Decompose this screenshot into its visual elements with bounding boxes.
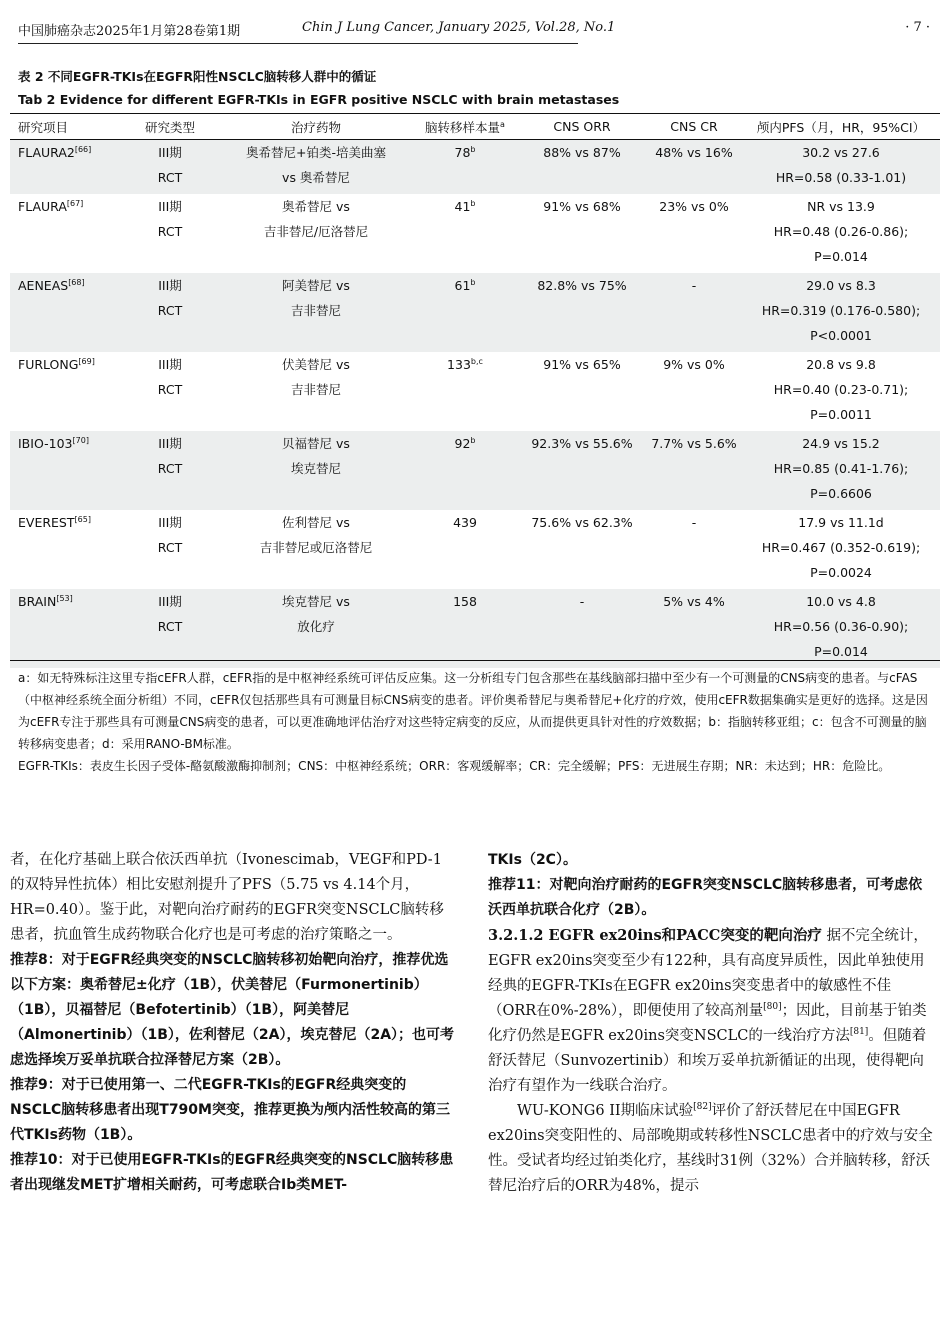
pfs-line: P<0.0001 (810, 328, 872, 343)
study-type-line: RCT (157, 540, 183, 555)
wukong6-text-1: WU-KONG6 II期临床试验 (517, 1103, 694, 1119)
pfs-line: HR=0.48 (0.26-0.86); (773, 224, 909, 239)
section-text-1: 据不完全统计，EGFR ex20ins突变至少有122种，具有高度异质性，因此单独使用经典的EGFR-TKIs在EGFR ex20ins突变患者中的敏感性不佳（ORR在0%-28%），即便使用了较高剂量 (488, 928, 928, 1019)
pfs-line: 10.0 vs 4.8 (806, 594, 876, 609)
study-type-line: III期 (158, 515, 182, 530)
cell-sample-size (412, 140, 518, 195)
sample-size-sup: b (470, 435, 476, 445)
cell-study (10, 510, 120, 589)
cell-study (10, 273, 120, 352)
study-type-line: RCT (157, 461, 183, 476)
cell-pfs (742, 431, 940, 510)
study-name-sup: [65] (74, 514, 91, 524)
recommendation-10-continued: TKIs（2C）。 (488, 852, 577, 868)
cell-study (10, 352, 120, 431)
drug-line: 吉非替尼 (290, 303, 341, 318)
section-text-2: ；因此，目前基于铂类化疗仍然是EGFR ex20ins突变NSCLC的一线治疗方法 (488, 1003, 927, 1044)
cell-type (120, 273, 220, 352)
study-name-sup: [67] (66, 198, 84, 208)
sample-size-text: 133 (447, 357, 471, 372)
citation-82: [82] (693, 1102, 712, 1113)
table-caption-en: Tab 2 Evidence for different EGFR-TKIs in EGFR positive NSCLC with brain metastases (18, 92, 620, 107)
table-header-row (10, 114, 940, 140)
body-paragraph: 者，在化疗基础上联合依沃西单抗（Ivonescimab，VEGF和PD-1的双特异性抗体）相比安慰剂提升了PFS（5.75 vs 4.14个月，HR=0.40）。鉴于此，对靶向治疗耐药的EGFR突变NSCLC脑转移患者，抗血管生成药物联合化疗也是可考虑的治疗策略之一。 (10, 852, 444, 943)
drug-line: 吉非替尼或厄洛替尼 (259, 540, 373, 555)
cell-sample-size (412, 510, 518, 589)
study-type-line: III期 (158, 278, 182, 293)
table-note-a: a：如无特殊标注这里专指cEFR人群，cEFR指的是中枢神经系统可评估反应集。这一分析组专门包含那些在基线脑部扫描中至少有一个可测量的CNS病变的患者。与cFAS（中枢神经系统全面分析组）不同，cEFR仅包括那些具有可测量目标CNS病变的患者。评价奥希替尼与奥希替尼+化疗的疗效，使用cEFR数据集确实是更好的选择。这是因为cEFR专注于那些具有可测量CNS病变的患者，可以更准确地评估治疗对这些特定病变的反应，从而提供更具针对性的疗效数据；b：指脑转移亚组；c：包含不可测量的脑转移病变患者；d：采用RANO-BM标准。 (18, 671, 928, 751)
citation-81: [81] (849, 1027, 869, 1038)
sample-size-text: 439 (453, 515, 477, 530)
study-name (18, 589, 120, 614)
drug-line: 伏美替尼 vs (282, 357, 350, 372)
cns-orr: 91% vs 68% (543, 199, 621, 214)
pfs-line: 24.9 vs 15.2 (802, 436, 880, 451)
study-type-line: RCT (157, 303, 183, 318)
table-row (10, 431, 940, 510)
cell-sample-size (412, 194, 518, 273)
study-name-text: BRAIN (18, 594, 57, 609)
table-row (10, 273, 940, 352)
cell-orr (518, 431, 646, 510)
pfs-line: 20.8 vs 9.8 (806, 357, 876, 372)
pfs-line: 17.9 vs 11.1d (798, 515, 884, 530)
wukong6-paragraph (488, 1099, 934, 1199)
cell-sample-size (412, 352, 518, 431)
cns-orr: 92.3% vs 55.6% (531, 436, 633, 451)
cns-cr: 48% vs 16% (655, 145, 733, 160)
pfs-line: P=0.6606 (810, 486, 872, 501)
table-bottom-rule (10, 660, 940, 661)
cell-sample-size (412, 589, 518, 668)
cns-orr: 82.8% vs 75% (537, 278, 627, 293)
cns-cr: 9% vs 0% (663, 357, 725, 372)
drug-line: 吉非替尼 (290, 382, 341, 397)
body-right-column (488, 848, 934, 1199)
cell-pfs (742, 589, 940, 668)
cell-sample-size (412, 431, 518, 510)
sample-size-text: 41 (454, 199, 471, 214)
cns-cr: 7.7% vs 5.6% (651, 436, 737, 451)
cell-pfs (742, 273, 940, 352)
drug-line: 吉非替尼/厄洛替尼 (263, 224, 369, 239)
study-name (18, 140, 120, 165)
cell-cr (646, 431, 742, 510)
cell-pfs (742, 352, 940, 431)
cell-drug (220, 273, 412, 352)
cns-orr: 75.6% vs 62.3% (531, 515, 633, 530)
cell-sample-size (412, 273, 518, 352)
pfs-line: P=0.0011 (810, 407, 872, 422)
drug-line: 放化疗 (297, 619, 335, 634)
wukong6-text-2: 评价了舒沃替尼在中国EGFR ex20ins突变阳性的、局部晚期或转移性NSCLC患者中的疗效与安全性。受试者均经过铂类化疗，基线时31例（32%）合并脑转移，舒沃替尼治疗后的ORR为48%，提示 (488, 1103, 933, 1194)
sample-size (412, 194, 518, 219)
cns-cr: 23% vs 0% (659, 199, 729, 214)
cell-orr (518, 194, 646, 273)
drug-line: 奥希替尼+铂类-培美曲塞 (246, 145, 386, 160)
recommendation-9: 推荐9：对于已使用第一、二代EGFR-TKIs的EGFR经典突变的NSCLC脑转移患者出现T790M突变，推荐更换为颅内活性较高的第三代TKIs药物（1B）。 (10, 1077, 450, 1143)
study-type-line: III期 (158, 594, 182, 609)
table-note-abbreviations: EGFR-TKIs：表皮生长因子受体-酪氨酸激酶抑制剂；CNS：中枢神经系统；ORR：客观缓解率；CR：完全缓解；PFS：无进展生存期；NR：未达到；HR：危险比。 (18, 759, 891, 773)
table-row (10, 352, 940, 431)
cns-cr: 5% vs 4% (663, 594, 725, 609)
study-type-line: III期 (158, 436, 182, 451)
study-name-sup: [69] (78, 356, 95, 366)
sample-size-text: 92 (454, 436, 471, 451)
cell-orr (518, 589, 646, 668)
pfs-line: HR=0.85 (0.41-1.76); (773, 461, 909, 476)
table-row (10, 589, 940, 668)
drug-line: 佐利替尼 vs (282, 515, 350, 530)
study-name-text: AENEAS (18, 278, 69, 293)
sample-size-sup: b (470, 198, 476, 208)
cns-orr: 88% vs 87% (543, 145, 621, 160)
study-name-text: FLAURA (18, 199, 67, 214)
sample-size-text: 61 (454, 278, 471, 293)
cell-type (120, 194, 220, 273)
col-header-sample (412, 114, 518, 140)
table-body (10, 140, 940, 669)
study-name (18, 431, 120, 456)
col-header-cr: CNS CR (646, 114, 742, 140)
cell-pfs (742, 140, 940, 195)
drug-line: 贝福替尼 vs (282, 436, 350, 451)
sample-size (412, 140, 518, 165)
drug-line: 埃克替尼 vs (282, 594, 350, 609)
drug-line: 奥希替尼 vs (282, 199, 350, 214)
col-header-type: 研究类型 (120, 114, 220, 140)
pfs-line: 29.0 vs 8.3 (806, 278, 876, 293)
study-name-text: FLAURA2 (18, 145, 75, 160)
sample-size-text: 78 (454, 145, 471, 160)
sample-size (412, 589, 518, 614)
cell-orr (518, 273, 646, 352)
cell-study (10, 589, 120, 668)
cell-cr (646, 194, 742, 273)
sample-size-sup: b (470, 277, 476, 287)
section-title: 3.2.1.2 EGFR ex20ins和PACC突变的靶向治疗 (488, 927, 822, 944)
pfs-line: HR=0.56 (0.36-0.90); (773, 619, 909, 634)
study-name-text: FURLONG (18, 357, 79, 372)
evidence-table (10, 113, 940, 668)
cell-drug (220, 510, 412, 589)
sample-size (412, 431, 518, 456)
study-name-text: IBIO-103 (18, 436, 73, 451)
cell-cr (646, 589, 742, 668)
cell-type (120, 431, 220, 510)
running-header (18, 20, 930, 40)
col-header-sample-sup: a (500, 119, 505, 129)
cell-drug (220, 194, 412, 273)
col-header-orr: CNS ORR (518, 114, 646, 140)
cell-drug (220, 352, 412, 431)
cell-study (10, 140, 120, 195)
col-header-pfs: 颅内PFS（月，HR，95%CI） (742, 114, 940, 140)
cell-type (120, 589, 220, 668)
section-text-3: 。但随着舒沃替尼（Sunvozertinib）和埃万妥单抗新循证的出现，使得靶向治疗有望作为一线联合治疗。 (488, 1028, 927, 1094)
col-header-sample-label: 脑转移样本量 (425, 119, 501, 135)
drug-line: vs 奥希替尼 (282, 170, 350, 185)
pfs-line: 30.2 vs 27.6 (802, 145, 880, 160)
sample-size (412, 273, 518, 298)
cell-orr (518, 510, 646, 589)
study-name (18, 510, 120, 535)
cell-orr (518, 140, 646, 195)
cns-cr: - (691, 278, 697, 293)
study-type-line: RCT (157, 224, 183, 239)
table-row (10, 140, 940, 195)
pfs-line: HR=0.467 (0.352-0.619); (761, 540, 921, 555)
cell-drug (220, 140, 412, 195)
pfs-line: P=0.014 (814, 249, 868, 264)
pfs-line: HR=0.58 (0.33-1.01) (775, 170, 907, 185)
study-name-sup: [70] (72, 435, 89, 445)
recommendation-11: 推荐11：对靶向治疗耐药的EGFR突变NSCLC脑转移患者，可考虑依沃西单抗联合化疗（2B）。 (488, 877, 923, 918)
study-type-line: RCT (157, 170, 183, 185)
body-left-column (10, 848, 456, 1198)
table-row (10, 510, 940, 589)
study-type-line: III期 (158, 145, 182, 160)
cell-cr (646, 273, 742, 352)
journal-title-cn: 中国肺癌杂志2025年1月第28卷第1期 (18, 24, 241, 39)
study-name (18, 273, 120, 298)
cell-study (10, 194, 120, 273)
pfs-line: HR=0.319 (0.176-0.580); (761, 303, 921, 318)
study-name (18, 352, 120, 377)
cell-drug (220, 431, 412, 510)
journal-title-en: Chin J Lung Cancer, January 2025, Vol.28, No.1 (302, 20, 616, 35)
cns-orr: - (579, 594, 585, 609)
pfs-line: P=0.014 (814, 644, 868, 659)
sample-size-text: 158 (453, 594, 477, 609)
study-name-sup: [68] (68, 277, 85, 287)
drug-line: 埃克替尼 (290, 461, 341, 476)
cell-cr (646, 140, 742, 195)
study-type-line: III期 (158, 357, 182, 372)
pfs-line: NR vs 13.9 (807, 199, 875, 214)
drug-line: 阿美替尼 vs (282, 278, 350, 293)
page-number: · 7 · (905, 20, 930, 35)
col-header-study: 研究项目 (10, 114, 120, 140)
cell-type (120, 510, 220, 589)
pfs-line: HR=0.40 (0.23-0.71); (773, 382, 909, 397)
cell-cr (646, 510, 742, 589)
study-type-line: RCT (157, 619, 183, 634)
cell-orr (518, 352, 646, 431)
sample-size-sup: b (470, 144, 476, 154)
study-name-text: EVEREST (18, 515, 75, 530)
study-name-sup: [66] (74, 144, 92, 154)
col-header-drug: 治疗药物 (220, 114, 412, 140)
recommendation-8: 推荐8：对于EGFR经典突变的NSCLC脑转移初始靶向治疗，推荐优选以下方案：奥希替尼±化疗（1B），伏美替尼（Furmonertinib）（1B），贝福替尼（Befotertinib）（1B），阿美替尼（Almonertinib）（1B），佐利替尼（2A），埃克替尼（2A）；也可考虑选择埃万妥单抗联合拉泽替尼方案（2B）。 (10, 952, 455, 1068)
sample-size (412, 510, 518, 535)
cell-drug (220, 589, 412, 668)
pfs-line: P=0.0024 (810, 565, 872, 580)
cell-cr (646, 352, 742, 431)
study-name (18, 194, 120, 219)
cell-pfs (742, 510, 940, 589)
table-caption-cn: 表 2 不同EGFR-TKIs在EGFR阳性NSCLC脑转移人群中的循证 (18, 69, 377, 84)
sample-size-sup: b,c (470, 356, 483, 366)
cns-orr: 91% vs 65% (543, 357, 621, 372)
citation-80: [80] (763, 1002, 782, 1013)
cell-study (10, 431, 120, 510)
header-rule (18, 43, 578, 44)
section-3-2-1-2-paragraph (488, 923, 934, 1099)
cell-type (120, 140, 220, 195)
table-notes (18, 667, 932, 777)
cell-pfs (742, 194, 940, 273)
study-type-line: RCT (157, 382, 183, 397)
cns-cr: - (691, 515, 697, 530)
cell-type (120, 352, 220, 431)
recommendation-10: 推荐10：对于已使用EGFR-TKIs的EGFR经典突变的NSCLC脑转移患者出现继发MET扩增相关耐药，可考虑联合Ib类MET- (10, 1152, 454, 1193)
study-type-line: III期 (158, 199, 182, 214)
table-row (10, 194, 940, 273)
sample-size (412, 352, 518, 377)
study-name-sup: [53] (56, 593, 73, 603)
